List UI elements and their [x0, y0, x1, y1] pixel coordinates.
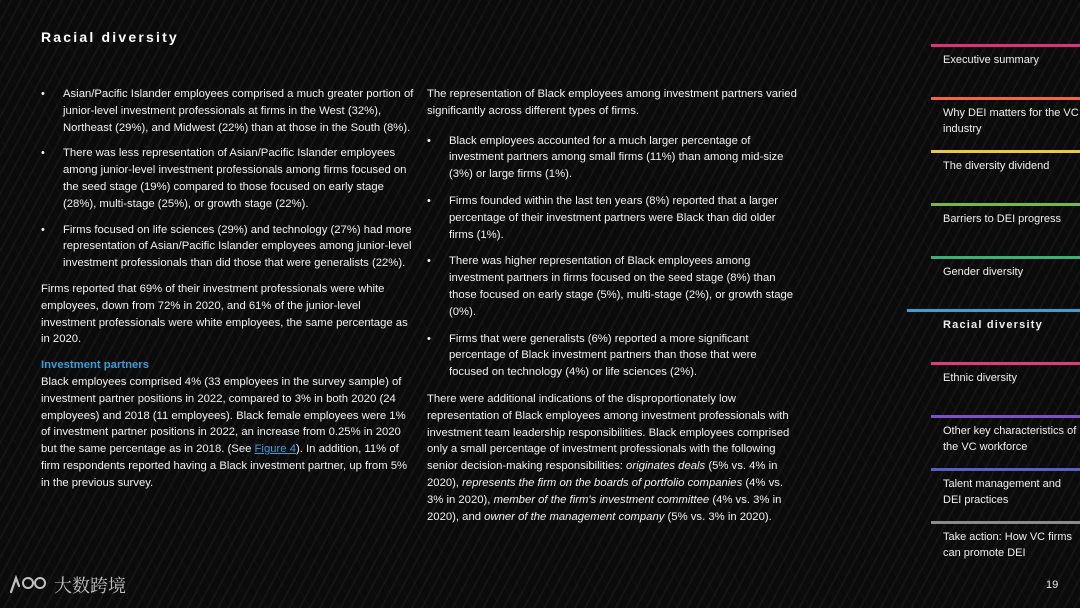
list-item: • Firms founded within the last ten years (8%) reported that a larger percentage of their investment partners were Black than did older firms (1%).	[427, 193, 799, 243]
intro-paragraph: The representation of Black employees among investment partners varied significantly across different types of firms.	[427, 88, 797, 117]
nav-item-why-dei-matters[interactable]	[931, 97, 1080, 137]
middle-column	[427, 86, 799, 534]
text-segment: ). In addition, 11% of firm respondents reported having a Black investment partner, up from 5% in the previous survey.	[41, 443, 408, 489]
text-segment: Black employees comprised 4% (33 employees in the survey sample) of investment partner positions in 2022, compared to 3% in both 2020 (24 employees) and 2018 (11 employees). Black female employees were 1% of investment partner positions in 2022, an increase from 0.25% in 2020 but the same percentage as in 2018. (See	[41, 375, 406, 456]
list-item: • Asian/Pacific Islander employees comprised a much greater portion of junior-level investment professionals at firms in the West (32%), Northeast (29%), and Midwest (22%) than at those in the South (8%).	[41, 86, 416, 136]
nav-item-take-action[interactable]	[931, 521, 1080, 561]
nav-item-label: Executive summary	[943, 54, 1039, 66]
nav-item-ethnic-diversity[interactable]	[931, 362, 1080, 386]
nav-item-executive-summary[interactable]	[931, 44, 1080, 68]
nav-item-racial-diversity[interactable]	[907, 309, 1080, 333]
nav-item-label: Ethnic diversity	[943, 372, 1017, 384]
nav-item-diversity-dividend[interactable]	[931, 150, 1080, 174]
nav-item-label: Racial diversity	[943, 319, 1043, 331]
list-item: • Black employees accounted for a much larger percentage of investment partners among small firms (11%) than among mid-size (3%) or large firms (1%).	[427, 133, 799, 183]
page-title: Racial diversity	[41, 29, 179, 45]
left-column	[41, 86, 416, 501]
text-segment: (4% vs. 3% in 2020), and	[427, 493, 782, 523]
investment-partners-paragraph	[41, 374, 416, 492]
middle-bullet-list	[427, 133, 799, 381]
nav-item-gender-diversity[interactable]	[931, 256, 1080, 280]
emphasis-text: represents the firm on the boards of portfolio companies	[462, 476, 743, 489]
emphasis-text: member of the firm's investment committee	[493, 493, 710, 506]
nav-item-label: Talent management and DEI practices	[943, 478, 1062, 506]
nav-item-label: Take action: How VC firms can promote DEI	[943, 531, 1072, 559]
nav-item-label: Other key characteristics of the VC workforce	[943, 425, 1077, 453]
page-number: 19	[1046, 579, 1059, 591]
closing-paragraph	[427, 391, 799, 525]
text-segment: (5% vs. 4% in 2020),	[427, 460, 778, 489]
nav-item-label: The diversity dividend	[943, 160, 1050, 172]
figure-4-link[interactable]: Figure 4	[254, 443, 296, 456]
nav-item-label: Why DEI matters for the VC industry	[943, 107, 1079, 135]
watermark-text: 大数跨境	[54, 576, 126, 597]
emphasis-text: owner of the management company	[484, 510, 665, 523]
list-item: • There was less representation of Asian/Pacific Islander employees among junior-level investment professionals among firms focused on the seed stage (19%) compared to those focused on early stage (28%), multi-stage (25%), or growth stage (22%).	[41, 145, 416, 212]
left-bullet-list	[41, 86, 416, 272]
watermark	[8, 572, 126, 598]
white-employees-paragraph: Firms reported that 69% of their investment professionals were white employees, down from 72% in 2020, and 61% of the junior-level investment professionals were white employees, the same percentage as in 2020.	[41, 282, 408, 346]
list-item: • Firms that were generalists (6%) reported a more significant percentage of Black investment partners than those that were focused on technology (4%) or life sciences (2%).	[427, 331, 799, 381]
nav-item-workforce-characteristics[interactable]	[931, 415, 1080, 455]
list-item: • Firms focused on life sciences (29%) and technology (27%) had more representation of Asian/Pacific Islander employees among junior-level investment professionals than did those that were generalists (22%).	[41, 222, 416, 272]
nav-item-label: Gender diversity	[943, 266, 1024, 278]
nav-item-label: Barriers to DEI progress	[943, 213, 1061, 225]
text-segment: (5% vs. 3% in 2020).	[664, 510, 772, 523]
list-item: • There was higher representation of Black employees among investment partners in firms focused on the seed stage (8%) than those focused on early stage (5%), multi-stage (2%), or growth stage (0%).	[427, 253, 799, 320]
text-segment: (4% vs. 3% in 2020),	[427, 476, 784, 506]
section-nav	[907, 0, 1080, 608]
nav-item-talent-management[interactable]	[931, 468, 1080, 508]
watermark-logo-icon	[8, 574, 48, 596]
nav-item-barriers[interactable]	[931, 203, 1080, 227]
text-segment: There were additional indications of the disproportionately low representation of Black employees among investment professionals with investment team leadership responsibilities. Black employees comprised only a small percentage of investment professionals with the following senior decision-making responsibilities:	[427, 392, 790, 473]
emphasis-text: originates deals	[626, 460, 706, 473]
section-subheading: Investment partners	[41, 359, 149, 372]
